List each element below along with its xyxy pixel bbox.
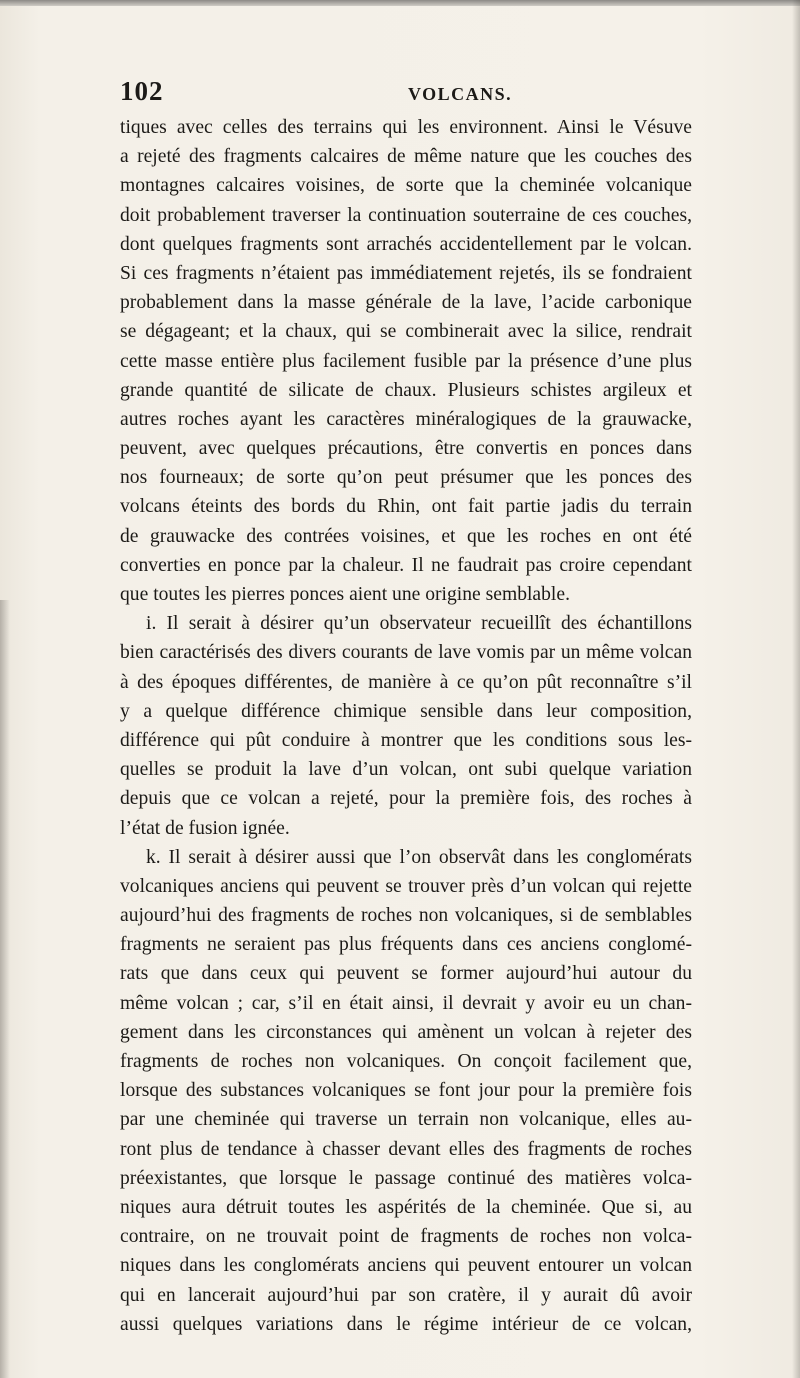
text-line: probablement dans la masse générale de la lave, l’acide carbonique xyxy=(120,292,692,314)
paragraph-k-start-line: k. Il serait à désirer aussi que l’on observât dans les conglomérats xyxy=(146,846,692,868)
text-line: niques aura détruit toutes les aspérités de la cheminée. Que si, au xyxy=(120,1196,692,1218)
text-line: nos fourneaux; de sorte qu’on peut présumer que les ponces des xyxy=(120,467,692,489)
text-line: tiques avec celles des terrains qui les environnent. Ainsi le Vésuve xyxy=(120,117,692,138)
text-line: à des époques différentes, de manière à ce qu’on pût reconnaître s’il xyxy=(120,671,692,693)
text-line: doit probablement traverser la continuation souterraine de ces couches, xyxy=(120,204,692,226)
running-head: VOLCANS. xyxy=(408,84,513,104)
text-line: montagnes calcaires voisines, de sorte que la cheminée volcanique xyxy=(120,175,692,197)
text-line: se dégageant; et la chaux, qui se combinerait avec la silice, rendrait xyxy=(120,321,692,343)
top-edge-shadow xyxy=(0,0,800,6)
text-line: dont quelques fragments sont arrachés accidentellement par le volcan. xyxy=(120,233,692,255)
text-line: différence qui pût conduire à montrer que les conditions sous les- xyxy=(120,729,692,751)
text-line: a rejeté des fragments calcaires de même nature que les couches des xyxy=(120,146,692,168)
text-line: quelles se produit la lave d’un volcan, ont subi quelque variation xyxy=(120,759,692,781)
text-line: par une cheminée qui traverse un terrain non volcanique, elles au- xyxy=(120,1109,692,1131)
text-line: fragments ne seraient pas plus fréquents dans ces anciens conglomé- xyxy=(120,934,692,956)
text-line: préexistantes, que lorsque le passage continué des matières volca- xyxy=(120,1167,692,1189)
binding-shadow xyxy=(0,600,10,1378)
text-line: bien caractérisés des divers courants de lave vomis par un même volcan xyxy=(120,642,692,664)
text-line: converties en ponce par la chaleur. Il ne faudrait pas croire cependant xyxy=(120,554,692,576)
text-line: rats que dans ceux qui peuvent se former aujourd’hui autour du xyxy=(120,963,692,985)
page-edge-shadow xyxy=(792,0,800,1378)
text-line: peuvent, avec quelques précautions, être convertis en ponces dans xyxy=(120,438,692,460)
paragraph-end-line: que toutes les pierres ponces aient une origine semblable. xyxy=(120,584,570,605)
text-line: ront plus de tendance à chasser devant elles des fragments de roches xyxy=(120,1138,692,1160)
text-line: autres roches ayant les caractères minéralogiques de la grauwacke, xyxy=(120,408,692,430)
page-header xyxy=(120,76,690,110)
text-line: depuis que ce volcan a rejeté, pour la première fois, des roches à xyxy=(120,788,692,810)
text-line: gement dans les circonstances qui amènent un volcan à rejeter des xyxy=(120,1021,692,1043)
text-line: fragments de roches non volcaniques. On conçoit facilement que, xyxy=(120,1051,692,1072)
page-number: 102 xyxy=(120,76,164,106)
paragraph-end-line: l’état de fusion ignée. xyxy=(120,817,290,839)
text-line: lorsque des substances volcaniques se font jour pour la première fois xyxy=(120,1080,692,1102)
text-line: contraire, on ne trouvait point de fragments de roches non volca- xyxy=(120,1226,692,1248)
text-line: aujourd’hui des fragments de roches non volcaniques, si de semblables xyxy=(120,905,692,927)
text-line: y a quelque différence chimique sensible dans leur composition, xyxy=(120,700,692,722)
text-line: grande quantité de silicate de chaux. Plusieurs schistes argileux et xyxy=(120,379,692,401)
text-line: niques dans les conglomérats anciens qui peuvent entourer un volcan xyxy=(120,1255,692,1277)
text-line: même volcan ; car, s’il en était ainsi, il devrait y avoir eu un chan- xyxy=(120,992,692,1014)
text-line: volcans éteints des bords du Rhin, ont fait partie jadis du terrain xyxy=(120,496,692,518)
text-line: cette masse entière plus facilement fusible par la présence d’une plus xyxy=(120,350,692,372)
text-line: qui en lancerait aujourd’hui par son cratère, il y aurait dû avoir xyxy=(120,1284,692,1306)
paragraph-i-start-line: i. Il serait à désirer qu’un observateur recueillît des échantillons xyxy=(146,613,692,635)
text-line: aussi quelques variations dans le régime intérieur de ce volcan, xyxy=(120,1313,692,1335)
text-line: Si ces fragments n’étaient pas immédiatement rejetés, ils se fondraient xyxy=(120,262,692,284)
text-line: volcaniques anciens qui peuvent se trouver près d’un volcan qui rejette xyxy=(120,875,692,897)
text-line: de grauwacke des contrées voisines, et que les roches en ont été xyxy=(120,525,692,547)
body-text xyxy=(120,113,692,1339)
